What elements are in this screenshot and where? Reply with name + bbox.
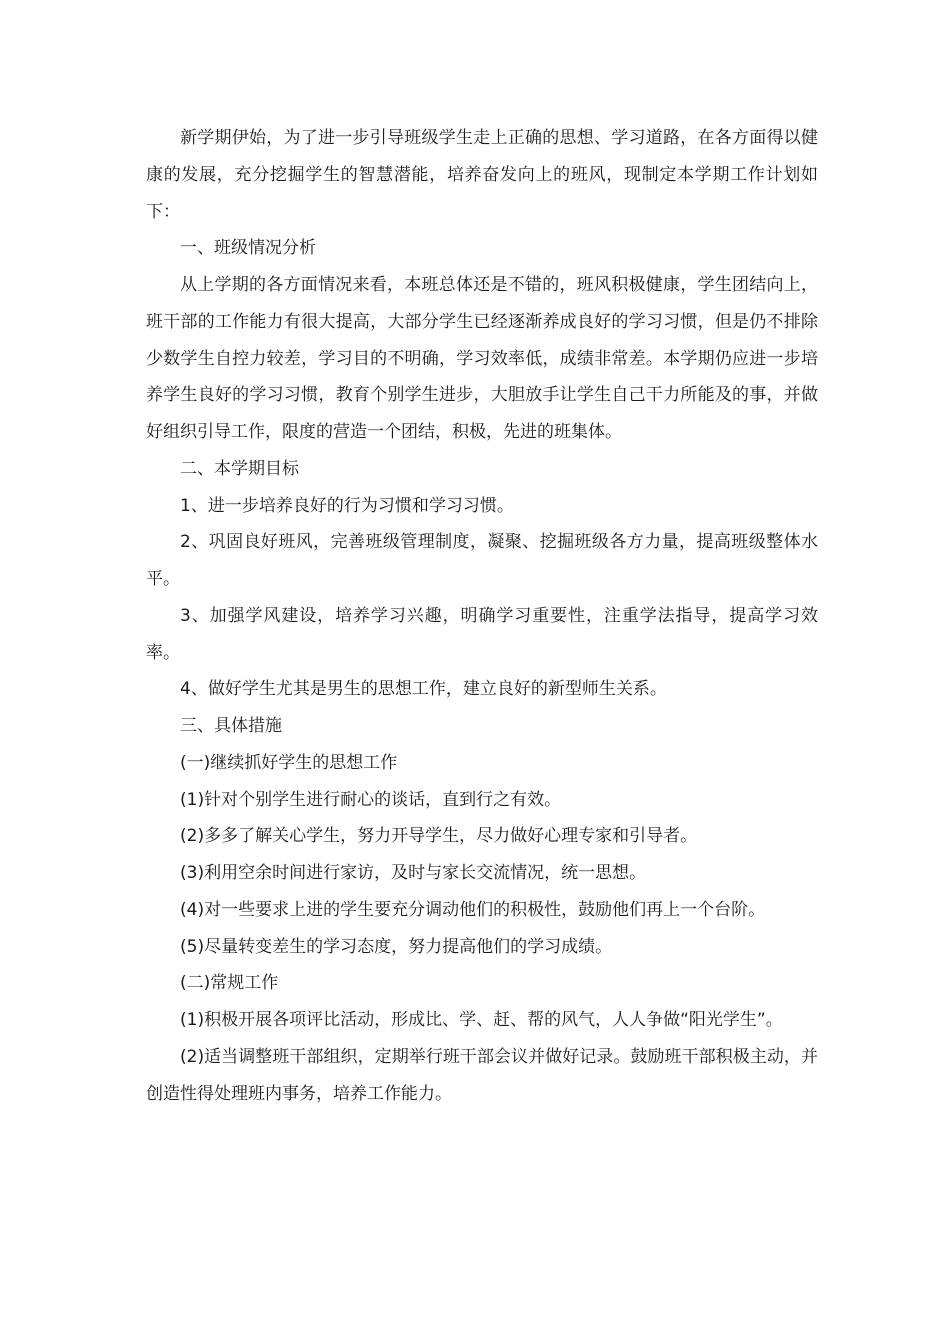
goal-item-2: 2、巩固良好班风，完善班级管理制度，凝聚、挖掘班级各方力量，提高班级整体水平。 [146,532,818,589]
measure-item-3: (3)利用空余时间进行家访，及时与家长交流情况，统一思想。 [180,863,647,883]
subsection-heading-thought-work: (一)继续抓好学生的思想工作 [180,752,398,773]
goal-item-3: 3、加强学风建设，培养学习兴趣，明确学习重要性，注重学法指导，提高学习效率。 [146,605,818,663]
subsection-heading-routine-work: (二)常规工作 [180,973,279,994]
routine-item-1: (1)积极开展各项评比活动，形成比、学、赶、帮的风气，人人争做“阳光学生”。 [180,1010,783,1030]
intro-paragraph: 新学期伊始，为了进一步引导班级学生走上正确的思想、学习道路，在各方面得以健康的发展，充分挖掘学生的智慧潜能，培养奋发向上的班风，现制定本学期工作计划如下： [146,128,818,222]
measure-item-4: (4)对一些要求上进的学生要充分调动他们的积极性，鼓励他们再上一个台阶。 [180,899,766,920]
section-heading-class-analysis: 一、班级情况分析 [180,238,316,259]
measure-item-2: (2)多多了解关心学生，努力开导学生，尽力做好心理专家和引导者。 [180,826,698,847]
section-heading-goals: 二、本学期目标 [180,458,299,479]
class-analysis-paragraph: 从上学期的各方面情况来看，本班总体还是不错的，班风积极健康，学生团结向上，班干部的工作能力有很大提高，大部分学生已经逐渐养成良好的学习习惯，但是仍不排除少数学生自控力较差，学习目的不明确，学习效率低，成绩非常差。本学期仍应进一步培养学生良好的学习习惯，教育个别学生进步，大胆放手让学生自己干力所能及的事，并做好组织引导工作，限度的营造一个团结，积极，先进的班集体。 [146,275,818,442]
routine-item-2: (2)适当调整班干部组织，定期举行班干部会议并做好记录。鼓励班干部积极主动，并创造性得处理班内事务，培养工作能力。 [146,1046,818,1104]
goal-item-4: 4、做好学生尤其是男生的思想工作，建立良好的新型师生关系。 [180,679,667,700]
measure-item-1: (1)针对个别学生进行耐心的谈话，直到行之有效。 [180,789,562,810]
document-body [146,120,818,1112]
measure-item-5: (5)尽量转变差生的学习态度，努力提高他们的学习成绩。 [180,936,613,957]
goal-item-1: 1、进一步培养良好的行为习惯和学习习惯。 [180,495,514,516]
section-heading-measures: 三、具体措施 [180,716,282,736]
